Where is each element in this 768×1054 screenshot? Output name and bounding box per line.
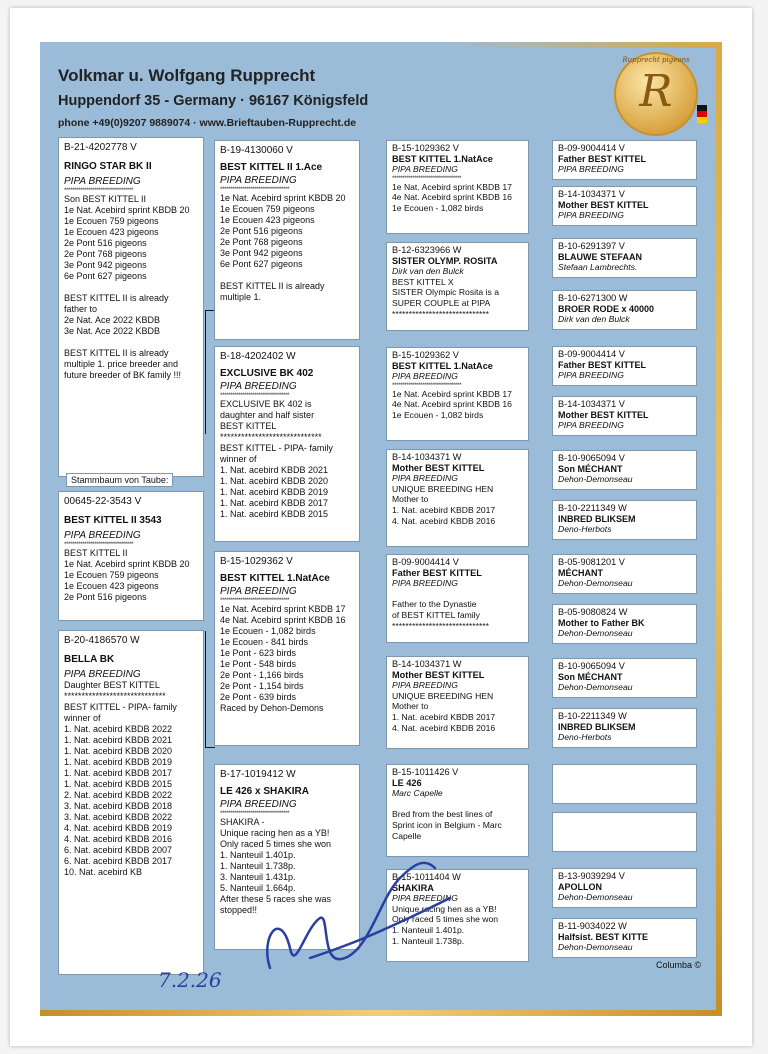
pedigree-line: 4. Nat. acebird KBDB 2016 — [392, 515, 496, 526]
pedigree-line: 2e Nat. Ace 2022 KBDB — [64, 315, 161, 325]
pigeon-card-g4j — [552, 604, 697, 644]
pedigree-line: 2e Pont 516 pigeons — [64, 238, 147, 248]
pedigree-line: 4e Nat. Acebird sprint KBDB 16 — [220, 615, 346, 625]
pigeon-name: Father BEST KITTEL — [392, 567, 482, 578]
pedigree-line: ***************************** — [220, 432, 322, 442]
pigeon-name: Halfsist. BEST KITTE — [558, 931, 649, 942]
pedigree-line: 1. Nat. acebird KBDB 2022 — [64, 724, 173, 734]
ring-number: B-09-9004414 V — [558, 349, 625, 359]
pedigree-line: BEST KITTEL II is already — [64, 293, 169, 303]
pedigree-line: 4. Nat. acebird KBDB 2016 — [64, 834, 173, 844]
pedigree-line: EXCLUSIVE BK 402 is — [220, 399, 312, 409]
pigeon-breeder: Deno-Herbots — [558, 524, 612, 535]
ring-number: B-10-6291397 V — [558, 241, 625, 251]
pedigree-line: Mother to — [392, 494, 429, 505]
ring-number: B-09-9004414 V — [392, 557, 459, 567]
pigeon-breeder: PIPA BREEDING — [392, 473, 458, 484]
pedigree-line: 3e Nat. Ace 2022 KBDB — [64, 326, 161, 336]
pedigree-line — [64, 337, 198, 348]
pigeon-breeder: PIPA BREEDING — [220, 799, 297, 810]
pedigree-line: multiple 1. price breeder and — [64, 359, 179, 369]
pedigree-line: 2. Nat. acebird KBDB 2022 — [64, 790, 173, 800]
pigeon-name: LE 426 x SHAKIRA — [220, 786, 309, 797]
pigeon-name: Mother to Father BK — [558, 617, 645, 628]
pedigree-line: 1. Nat. acebird KBDB 2017 — [64, 768, 173, 778]
pedigree-line: 1e Pont - 548 birds — [220, 659, 297, 669]
ring-number: B-10-2211349 W — [558, 711, 627, 721]
ring-number: B-05-9080824 W — [558, 607, 628, 617]
pedigree-line: BEST KITTEL II is already — [220, 281, 325, 291]
pedigree-line: multiple 1. — [220, 292, 262, 302]
pigeon-name: INBRED BLIKSEM — [558, 721, 636, 732]
pigeon-breeder: PIPA BREEDING — [558, 370, 624, 381]
ring-number: B-18-4202402 W — [220, 351, 296, 362]
pigeon-name: Father BEST KITTEL — [558, 153, 647, 164]
pedigree-line: future breeder of BK family !!! — [64, 370, 182, 380]
pigeon-name: BLAUWE STEFAAN — [558, 251, 642, 262]
pedigree-line: Unique racing hen as a YB! — [220, 828, 330, 838]
pedigree-line: 1e Ecouen 759 pigeons — [64, 216, 159, 226]
star-separator: ********************************** — [220, 186, 290, 193]
pigeon-card-g4d — [552, 290, 697, 330]
star-separator: ********************************** — [392, 381, 462, 389]
ring-number: B-14-1034371 W — [392, 452, 462, 462]
star-separator: ********************************** — [220, 392, 290, 399]
ring-number: B-13-9039294 V — [558, 871, 625, 881]
pedigree-line: 1. Nat. acebird KBDB 2021 — [220, 465, 329, 475]
breeder-name: Volkmar u. Wolfgang Rupprecht — [58, 66, 316, 85]
pedigree-line: daughter and half sister — [220, 410, 315, 420]
ring-number: B-14-1034371 W — [392, 659, 462, 669]
pigeon-card-g4c — [552, 238, 697, 278]
pedigree-line: 1. Nat. acebird KBDB 2019 — [220, 487, 329, 497]
pedigree-line: Only raced 5 times she won — [220, 839, 332, 849]
pedigree-line: 2e Pont - 1,154 birds — [220, 681, 304, 691]
pigeon-card-g4l — [552, 708, 697, 748]
pigeon-breeder: PIPA BREEDING — [558, 164, 624, 175]
logo-letter: R — [639, 66, 673, 117]
pigeon-breeder: Dehon-Demonseau — [558, 682, 633, 693]
pedigree-line: winner of — [64, 713, 101, 723]
pigeon-breeder: PIPA BREEDING — [392, 164, 458, 175]
pedigree-line: 6e Pont 627 pigeons — [64, 271, 147, 281]
pedigree-line: 3. Nat. acebird KBDB 2022 — [64, 812, 173, 822]
pigeon-card-g4o — [552, 868, 697, 908]
ring-number: B-12-6323966 W — [392, 245, 462, 255]
pigeon-breeder: Deno-Herbots — [558, 732, 612, 743]
pedigree-line: 6. Nat. acebird KBDB 2017 — [64, 856, 173, 866]
pedigree-line: 1. Nat. acebird KBDB 2015 — [64, 779, 173, 789]
pedigree-line: of BEST KITTEL family — [392, 609, 480, 620]
pigeon-card-g4e — [552, 346, 697, 386]
pedigree-line: 4. Nat. acebird KBDB 2016 — [392, 722, 496, 733]
connector-line — [205, 747, 215, 748]
pigeon-card-g4m — [552, 764, 697, 804]
pedigree-line: 3e Pont 942 pigeons — [220, 248, 303, 258]
ring-number: B-10-2211349 W — [558, 503, 627, 513]
pigeon-card-g3f — [386, 656, 529, 749]
pedigree-line: ***************************** — [392, 308, 489, 319]
pigeon-breeder: PIPA BREEDING — [64, 669, 141, 680]
pigeon-name: BEST KITTEL II 3543 — [64, 515, 162, 526]
pigeon-card-g4n — [552, 812, 697, 852]
pedigree-line: 1. Nat. acebird KBDB 2017 — [392, 711, 496, 722]
pigeon-breeder: PIPA BREEDING — [558, 210, 624, 221]
breeder-contact: phone +49(0)9207 9889074 · www.Brieftauben-Rupprecht.de — [58, 117, 357, 129]
pigeon-breeder: Dirk van den Bulck — [392, 266, 464, 277]
ring-number: 00645-22-3543 V — [64, 496, 142, 507]
pedigree-line: After these 5 races she was — [220, 894, 332, 904]
pedigree-line: 10. Nat. acebird KB — [64, 867, 143, 877]
pedigree-line: Capelle — [392, 830, 422, 841]
ring-number: B-15-1011426 V — [392, 767, 459, 777]
pedigree-line: 1e Ecouen 423 pigeons — [220, 215, 315, 225]
star-separator: ********************************** — [64, 187, 134, 194]
pedigree-line: 1e Ecouen - 1,082 birds — [392, 409, 484, 420]
pigeon-breeder: PIPA BREEDING — [392, 893, 458, 904]
breeder-address: Huppendorf 35 - Germany · 96167 Königsfeld — [58, 93, 369, 109]
pedigree-line: Only raced 5 times she won — [392, 914, 499, 925]
gold-border-bottom — [40, 1010, 722, 1016]
pedigree-line: ***************************** — [64, 691, 166, 701]
pedigree-line: 2e Pont 516 pigeons — [220, 226, 303, 236]
ring-number: B-09-9004414 V — [558, 143, 625, 153]
pedigree-line: 1. Nat. acebird KBDB 2021 — [64, 735, 173, 745]
pedigree-line: BEST KITTEL II is already — [64, 348, 169, 358]
pedigree-line: BEST KITTEL — [220, 421, 277, 431]
pedigree-line: BEST KITTEL X — [392, 276, 454, 287]
pigeon-breeder: Dehon-Demonseau — [558, 578, 633, 589]
pedigree-line — [392, 799, 523, 810]
pigeon-name: APOLLON — [558, 881, 602, 892]
pedigree-line: Bred from the best lines of — [392, 809, 493, 820]
pedigree-line: 1e Ecouen 423 pigeons — [64, 227, 159, 237]
pedigree-line: 2e Pont - 639 birds — [220, 692, 297, 702]
ring-number: B-11-9034022 W — [558, 921, 627, 931]
pedigree-line: 4e Nat. Acebird sprint KBDB 16 — [392, 399, 512, 410]
pigeon-name: Father BEST KITTEL — [558, 359, 647, 370]
signature-date: 7.2.26 — [158, 968, 222, 992]
pedigree-line: 1e Nat. Acebird sprint KBDB 17 — [392, 181, 512, 192]
pedigree-line: 1e Nat. Acebird sprint KBDB 20 — [64, 559, 190, 569]
pedigree-line: Daughter BEST KITTEL — [64, 680, 160, 690]
pigeon-card-p1 — [58, 137, 204, 477]
pedigree-line: BEST KITTEL - PIPA- family — [220, 443, 333, 453]
pedigree-line: 3e Pont 942 pigeons — [64, 260, 147, 270]
pigeon-name: Son MÉCHANT — [558, 671, 623, 682]
ring-number: B-05-9081201 V — [558, 557, 625, 567]
pedigree-line: winner of — [220, 454, 257, 464]
pedigree-line: 1. Nanteuil 1.401p. — [220, 850, 296, 860]
pigeon-breeder: PIPA BREEDING — [220, 175, 297, 186]
pigeon-card-g4a — [552, 140, 697, 180]
pigeon-name: MÉCHANT — [558, 567, 603, 578]
ring-number: B-19-4130060 V — [220, 145, 293, 156]
pedigree-line: 3. Nanteuil 1.431p. — [220, 872, 296, 882]
connector-line — [205, 310, 206, 434]
pigeon-breeder: Dehon-Demonseau — [558, 892, 633, 903]
ring-number: B-10-9065094 V — [558, 453, 625, 463]
ring-number: B-14-1034371 V — [558, 399, 625, 409]
pigeon-breeder: PIPA BREEDING — [220, 586, 297, 597]
stammbaum-label: Stammbaum von Taube: — [66, 473, 173, 487]
ring-number: B-15-1029362 V — [220, 556, 293, 567]
copyright: Columba © — [656, 960, 702, 970]
pedigree-line: 2e Pont 768 pigeons — [220, 237, 303, 247]
pigeon-breeder: PIPA BREEDING — [558, 420, 624, 431]
pigeon-card-g4f — [552, 396, 697, 436]
pedigree-line: 1e Nat. Acebird sprint KBDB 20 — [64, 205, 190, 215]
ring-number: B-10-9065094 V — [558, 661, 625, 671]
ring-number: B-10-6271300 W — [558, 293, 628, 303]
pigeon-breeder: PIPA BREEDING — [392, 578, 458, 589]
pedigree-line: stopped!! — [220, 905, 258, 915]
pedigree-line: 1e Ecouen 423 pigeons — [64, 581, 159, 591]
pedigree-line: SISTER Olympic Rosita is a — [392, 287, 499, 298]
pedigree-line: Sprint icon in Belgium - Marc — [392, 819, 502, 830]
pedigree-line: UNIQUE BREEDING HEN — [392, 690, 494, 701]
pigeon-name: SHAKIRA — [392, 882, 434, 893]
pigeon-breeder: PIPA BREEDING — [392, 371, 458, 382]
pigeon-breeder: Marc Capelle — [392, 788, 443, 799]
pigeon-card-subject — [58, 491, 204, 621]
rupprecht-logo — [614, 52, 698, 136]
pedigree-line: 4. Nat. acebird KBDB 2019 — [64, 823, 173, 833]
pigeon-name: BROER RODE x 40000 — [558, 303, 655, 314]
pedigree-line: 3. Nat. acebird KBDB 2018 — [64, 801, 173, 811]
pigeon-breeder: Dehon-Demonseau — [558, 628, 633, 639]
star-separator: ********************************** — [220, 810, 290, 817]
pigeon-name: SISTER OLYMP. ROSITA — [392, 255, 498, 266]
pigeon-name: BEST KITTEL II 1.Ace — [220, 162, 323, 173]
pigeon-breeder: Dehon-Demonseau — [558, 942, 633, 953]
pedigree-line: 1e Nat. Acebird sprint KBDB 17 — [220, 604, 346, 614]
pedigree-line: 1. Nat. acebird KBDB 2020 — [220, 476, 329, 486]
pigeon-card-g4h — [552, 500, 697, 540]
pigeon-card-gp3 — [214, 551, 360, 746]
pedigree-line: Raced by Dehon-Demons — [220, 703, 324, 713]
gold-border-top — [40, 42, 722, 48]
pedigree-line: 1. Nat. acebird KBDB 2017 — [392, 504, 496, 515]
pedigree-line — [220, 270, 354, 281]
pedigree-line: UNIQUE BREEDING HEN — [392, 483, 494, 494]
star-separator: ********************************** — [220, 597, 290, 604]
pigeon-card-g3d — [386, 449, 529, 547]
pedigree-line: Father to the Dynastie — [392, 599, 477, 610]
pedigree-line: 1. Nanteuil 1.738p. — [392, 935, 465, 946]
pedigree-line: 1. Nanteuil 1.738p. — [220, 861, 296, 871]
pigeon-name: BEST KITTEL 1.NatAce — [392, 153, 493, 164]
pedigree-line: BEST KITTEL - PIPA- family — [64, 702, 177, 712]
pigeon-name: INBRED BLIKSEM — [558, 513, 636, 524]
pedigree-line: 1. Nanteuil 1.401p. — [392, 924, 465, 935]
pedigree-line: 4e Nat. Acebird sprint KBDB 16 — [392, 192, 512, 203]
pigeon-card-gp2 — [214, 346, 360, 542]
pigeon-breeder: PIPA BREEDING — [64, 530, 141, 541]
pedigree-line: 1e Ecouen - 1,082 birds — [392, 202, 484, 213]
pigeon-card-g4p — [552, 918, 697, 958]
pedigree-line: 2e Pont 516 pigeons — [64, 592, 147, 602]
star-separator: ********************************** — [64, 541, 134, 548]
pedigree-line: father to — [64, 304, 98, 314]
pedigree-line: 1e Nat. Acebird sprint KBDB 17 — [392, 388, 512, 399]
pedigree-line: Unique racing hen as a YB! — [392, 903, 497, 914]
pedigree-line: 1e Ecouen - 841 birds — [220, 637, 309, 647]
ring-number: B-21-4202778 V — [64, 142, 137, 153]
ring-number: B-15-1011404 W — [392, 872, 461, 882]
pedigree-line: Son BEST KITTEL II — [64, 194, 147, 204]
ring-number: B-15-1029362 V — [392, 350, 459, 360]
pigeon-card-p2 — [58, 630, 204, 975]
connector-line — [205, 631, 206, 747]
pedigree-line: 1. Nat. acebird KBDB 2015 — [220, 509, 329, 519]
pigeon-name: EXCLUSIVE BK 402 — [220, 368, 314, 379]
pedigree-line: 5. Nanteuil 1.664p. — [220, 883, 296, 893]
gold-border-right — [716, 42, 722, 1016]
pigeon-name: LE 426 — [392, 777, 422, 788]
pigeon-breeder: Dirk van den Bulck — [558, 314, 630, 325]
pigeon-breeder: PIPA BREEDING — [64, 176, 141, 187]
pedigree-line: 1e Ecouen - 1,082 birds — [220, 626, 316, 636]
pigeon-name: Son MÉCHANT — [558, 463, 623, 474]
ring-number: B-14-1034371 V — [558, 189, 625, 199]
pigeon-card-g4k — [552, 658, 697, 698]
pedigree-line: 1e Ecouen 759 pigeons — [220, 204, 315, 214]
star-separator: ********************************** — [392, 174, 462, 182]
pigeon-name: BEST KITTEL 1.NatAce — [392, 360, 493, 371]
pedigree-line: Mother to — [392, 701, 429, 712]
pedigree-line — [64, 282, 198, 293]
pigeon-card-g4b — [552, 186, 697, 226]
pedigree-line: 1. Nat. acebird KBDB 2020 — [64, 746, 173, 756]
pedigree-line: 2e Pont 768 pigeons — [64, 249, 147, 259]
pigeon-name: BELLA BK — [64, 654, 115, 665]
ring-number: B-17-1019412 W — [220, 769, 296, 780]
pigeon-breeder: Dehon-Demonseau — [558, 474, 633, 485]
pigeon-breeder: PIPA BREEDING — [220, 381, 297, 392]
pigeon-name: RINGO STAR BK II — [64, 161, 152, 172]
pigeon-breeder: Stefaan Lambrechts. — [558, 262, 638, 273]
german-flag-icon — [697, 105, 707, 123]
pigeon-card-g3a — [386, 140, 529, 234]
ring-number: B-15-1029362 V — [392, 143, 459, 153]
pedigree-line: BEST KITTEL II — [64, 548, 128, 558]
pedigree-line: SUPER COUPLE at PIPA — [392, 297, 491, 308]
pigeon-breeder: PIPA BREEDING — [392, 680, 458, 691]
pigeon-card-g4i — [552, 554, 697, 594]
pigeon-name: Mother BEST KITTEL — [558, 409, 649, 420]
pigeon-card-g3b — [386, 242, 529, 331]
pedigree-line: 6. Nat. acebird KBDB 2007 — [64, 845, 173, 855]
pedigree-line: 1e Nat. Acebird sprint KBDB 20 — [220, 193, 346, 203]
pigeon-name: Mother BEST KITTEL — [392, 669, 485, 680]
pedigree-line — [392, 589, 523, 600]
pigeon-name: Mother BEST KITTEL — [392, 462, 485, 473]
signature — [250, 838, 460, 988]
logo-text: Rupprecht pigeons — [622, 56, 690, 64]
pedigree-line: 2e Pont - 1,166 birds — [220, 670, 304, 680]
pedigree-line: 1e Pont - 623 birds — [220, 648, 297, 658]
pedigree-line: 6e Pont 627 pigeons — [220, 259, 303, 269]
pedigree-line: 1. Nat. acebird KBDB 2019 — [64, 757, 173, 767]
ring-number: B-20-4186570 W — [64, 635, 140, 646]
pedigree-line: SHAKIRA - — [220, 817, 265, 827]
pigeon-card-g3e — [386, 554, 529, 643]
pedigree-line: 1e Ecouen 759 pigeons — [64, 570, 159, 580]
pedigree-line: 1. Nat. acebird KBDB 2017 — [220, 498, 329, 508]
pedigree-line: ***************************** — [392, 620, 489, 631]
pigeon-name: Mother BEST KITTEL — [558, 199, 649, 210]
pigeon-name: BEST KITTEL 1.NatAce — [220, 573, 330, 584]
pigeon-card-gp1 — [214, 140, 360, 340]
pigeon-card-g3c — [386, 347, 529, 441]
pigeon-card-g4g — [552, 450, 697, 490]
